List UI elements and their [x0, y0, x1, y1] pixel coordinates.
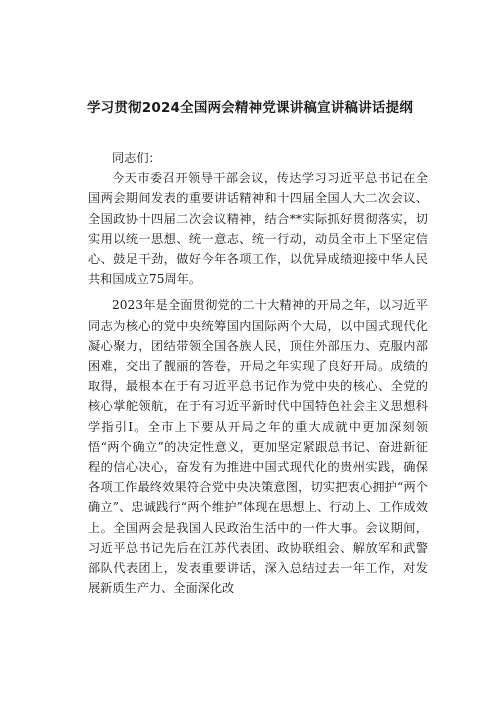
document-body	[88, 148, 428, 604]
greeting: 同志们：	[112, 151, 161, 165]
document-title: 学习贯彻2024全国两会精神党课讲稿宣讲稿讲话提纲	[86, 100, 414, 116]
paragraph-1: 今天市委召开领导干部会议，传达学习习近平总书记在全国两会期间发表的重要讲话精神和十四届全国人大二次会议、全国政协十四届二次会议精神，结合**实际抓好贯彻落实，切实用以统一思想、统一意志、统一行动，动员全市上下坚定信心、鼓足干劲，做好今年各项工作，以优异成绩迎接中华人民共和国成立75周年。	[88, 171, 428, 287]
paragraph-2: 2023年是全面贯彻党的二十大精神的开局之年，以习近平同志为核心的党中央统筹国内国际两个大局，以中国式现代化凝心聚力，团结带领全国各族人民，顶住外部压力、克服内部困难，交出了靓丽的答卷，开局之年实现了良好开局。成绩的取得，最根本在于有习近平总书记作为党中央的核心、全党的核心掌舵领航，在于有习近平新时代中国特色社会主义思想科学指引I。全市上下要从开局之年的重大成就中更加深刻领悟“两个确立”的决定性意义，更加坚定紧跟总书记、奋进新征程的信心决心，奋发有为推进中国式现代化的贵州实践，确保各项工作最终效果符合党中央决策意图，切实把衷心拥护“两个确立”、忠诚践行“两个维护”体现在思想上、行动上、工作成效上。全国两会是我国人民政治生活中的一件大事。会议期间，习近平总书记先后在江苏代表团、政协联组会、解放军和武警部队代表团上，发表重要讲话，深入总结过去一年工作，对发展新质生产力、全面深化改	[88, 298, 428, 596]
